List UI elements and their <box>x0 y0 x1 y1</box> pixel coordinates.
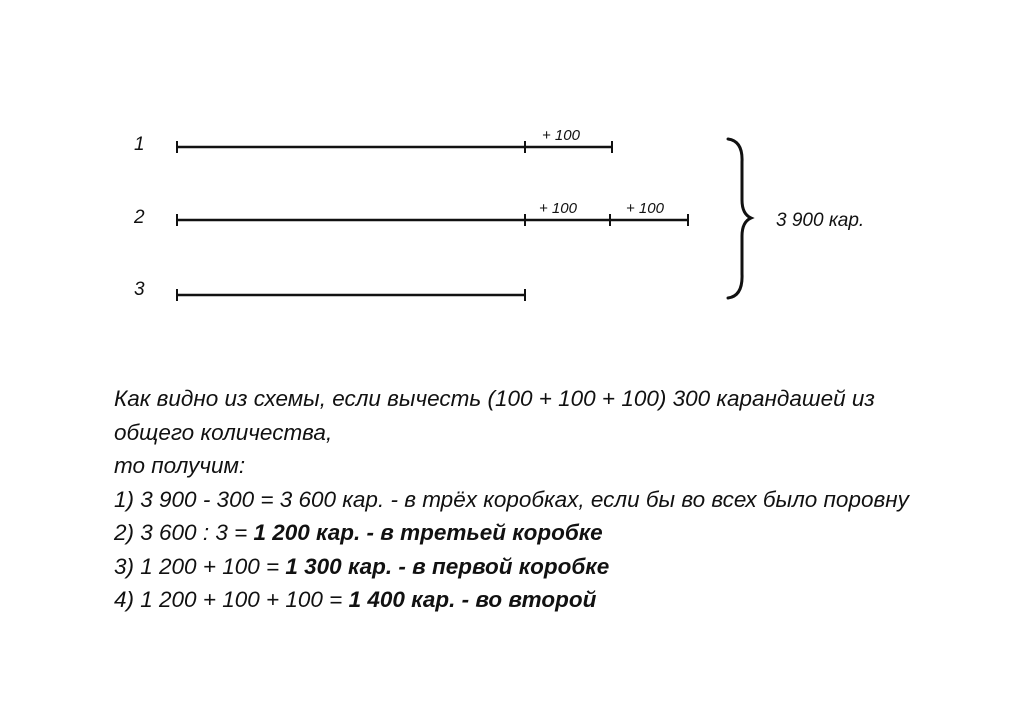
step-2 <box>114 516 1004 550</box>
step-1-plain: 1) 3 900 - 300 = 3 600 кар. - в трёх коробках, если бы во всех было поровну <box>114 486 909 512</box>
step-1 <box>114 483 1004 517</box>
intro-line-3: то получим: <box>114 453 246 478</box>
row-3-label: 3 <box>134 279 145 300</box>
solution-text <box>114 382 1004 617</box>
row-2-increment-2-label: + 100 <box>626 200 664 217</box>
step-3 <box>114 550 1004 584</box>
row-1-label: 1 <box>134 134 145 155</box>
curly-brace <box>728 139 751 298</box>
intro-line-1: Как видно из схемы, если вычесть (100 + 100 + 100) 300 карандашей из <box>114 386 875 411</box>
row-1-increment-label: + 100 <box>542 127 580 144</box>
row-2-label: 2 <box>134 207 145 228</box>
step-3-result: 1 300 кар. - в первой коробке <box>285 553 610 579</box>
row-2-increment-1-label: + 100 <box>539 200 577 217</box>
step-4 <box>114 583 1004 617</box>
step-2-result: 1 200 кар. - в третьей коробке <box>253 520 603 545</box>
step-4-result: 1 400 кар. - во второй <box>348 587 597 612</box>
step-3-plain: 3) 1 200 + 100 = <box>114 553 286 579</box>
step-2-plain: 2) 3 600 : 3 = <box>114 520 254 545</box>
step-4-plain: 4) 1 200 + 100 + 100 = <box>114 587 349 612</box>
intro-line-2: общего количества, <box>114 419 333 445</box>
total-label: 3 900 кар. <box>776 210 865 231</box>
